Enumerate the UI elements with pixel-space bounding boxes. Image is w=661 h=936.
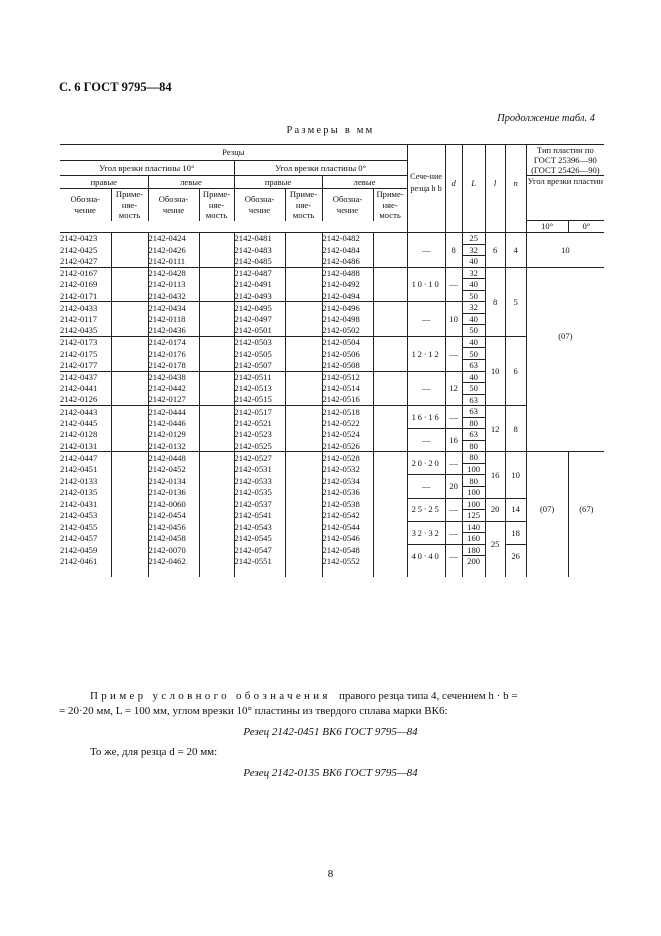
page-number: 8 [327, 868, 334, 880]
d-cell: — [445, 267, 462, 302]
plate-type-cell: 10 [526, 233, 604, 268]
designation-cell: 2142-0134 [148, 475, 199, 487]
L-cell: 100 [462, 487, 485, 499]
designation-cell: 2142-0171 [60, 290, 111, 302]
designation-cell: 2142-0129 [148, 429, 199, 441]
designation-cell: 2142-0177 [60, 360, 111, 372]
header-applicability: Приме-няе-мость [285, 189, 322, 221]
designation-cell: 2142-0462 [148, 556, 199, 567]
n-cell: 10 [505, 452, 526, 498]
L-cell: 32 [462, 244, 485, 256]
header-designation: Обозна-чение [234, 189, 285, 221]
designation-cell: 2142-0506 [322, 348, 373, 360]
header-n: n [505, 145, 526, 221]
L-cell: 50 [462, 325, 485, 337]
L-cell: 40 [462, 279, 485, 291]
designation-cell: 2142-0545 [234, 533, 285, 545]
header-designation: Обозна-чение [322, 189, 373, 221]
header-deg-0: 0° [568, 221, 604, 233]
designation-cell: 2142-0113 [148, 279, 199, 291]
designation-cell: 2142-0433 [60, 302, 111, 314]
designation-cell: 2142-0522 [322, 417, 373, 429]
designation-cell: 2142-0448 [148, 452, 199, 464]
designation-cell: 2142-0517 [234, 406, 285, 418]
designation-cell: 2142-0126 [60, 394, 111, 406]
designation-cell: 2142-0524 [322, 429, 373, 441]
designation-cell: 2142-0424 [148, 233, 199, 245]
designation-cell: 2142-0535 [234, 487, 285, 499]
n-cell: 18 [505, 521, 526, 544]
designation-cell: 2142-0498 [322, 313, 373, 325]
L-cell: 125 [462, 510, 485, 522]
designation-cell: 2142-0492 [322, 279, 373, 291]
designation-cell: 2142-0425 [60, 244, 111, 256]
L-cell: 80 [462, 475, 485, 487]
designation-cell: 2142-0444 [148, 406, 199, 418]
designation-cell: 2142-0456 [148, 521, 199, 533]
designation-cell: 2142-0451 [60, 463, 111, 475]
section-cell: 10·10 [407, 267, 445, 302]
section-cell: 32·32 [407, 521, 445, 544]
L-cell: 80 [462, 452, 485, 464]
designation-cell: 2142-0495 [234, 302, 285, 314]
designation-cell: 2142-0435 [60, 325, 111, 337]
designation-cell: 2142-0457 [60, 533, 111, 545]
designation-cell: 2142-0173 [60, 336, 111, 348]
designation-cell: 2142-0461 [60, 556, 111, 567]
header-angle-10: Угол врезки пластины 10° [60, 160, 234, 176]
designation-cell: 2142-0537 [234, 498, 285, 510]
section-cell: — [407, 429, 445, 452]
L-cell: 63 [462, 360, 485, 372]
designation-cell: 2142-0432 [148, 290, 199, 302]
designation-cell: 2142-0438 [148, 371, 199, 383]
section-cell: — [407, 475, 445, 498]
designation-cell: 2142-0525 [234, 440, 285, 452]
designation-cell: 2142-0485 [234, 256, 285, 268]
l-cell: 16 [485, 452, 505, 498]
designation-cell: 2142-0544 [322, 521, 373, 533]
designation-cell: 2142-0175 [60, 348, 111, 360]
L-cell: 50 [462, 290, 485, 302]
designation-cell: 2142-0167 [60, 267, 111, 279]
L-cell: 40 [462, 336, 485, 348]
designation-cell: 2142-0521 [234, 417, 285, 429]
designation-cell: 2142-0133 [60, 475, 111, 487]
designation-cell: 2142-0505 [234, 348, 285, 360]
L-cell: 50 [462, 348, 485, 360]
designation-cell: 2142-0496 [322, 302, 373, 314]
designation-cell: 2142-0459 [60, 544, 111, 556]
section-cell: 40·40 [407, 544, 445, 567]
L-cell: 32 [462, 267, 485, 279]
d-cell: 20 [445, 475, 462, 498]
header-l: l [485, 145, 505, 221]
L-cell: 40 [462, 371, 485, 383]
designation-cell: 2142-0117 [60, 313, 111, 325]
designation-cell: 2142-0551 [234, 556, 285, 567]
designation-cell: 2142-0437 [60, 371, 111, 383]
L-cell: 100 [462, 498, 485, 510]
section-cell: 20·20 [407, 452, 445, 475]
L-cell: 50 [462, 383, 485, 395]
designation-cell: 2142-0436 [148, 325, 199, 337]
n-cell: 26 [505, 544, 526, 567]
designation-cell: 2142-0526 [322, 440, 373, 452]
section-cell: 12·12 [407, 336, 445, 371]
designation-cell: 2142-0482 [322, 233, 373, 245]
designation-cell: 2142-0169 [60, 279, 111, 291]
l-cell: 25 [485, 521, 505, 567]
designation-cell: 2142-0516 [322, 394, 373, 406]
designation-cell: 2142-0070 [148, 544, 199, 556]
n-cell: 14 [505, 498, 526, 521]
example-heading: Пример условного обозначения [90, 690, 331, 702]
designation-cell: 2142-0127 [148, 394, 199, 406]
designation-cell: 2142-0455 [60, 521, 111, 533]
designation-cell: 2142-0542 [322, 510, 373, 522]
n-cell: 8 [505, 406, 526, 452]
L-cell: 63 [462, 429, 485, 441]
designation-cell: 2142-0484 [322, 244, 373, 256]
designation-cell: 2142-0513 [234, 383, 285, 395]
d-cell: 10 [445, 302, 462, 337]
table-continuation-note: Продолжение табл. 4 [497, 113, 595, 124]
header-designation: Обозна-чение [148, 189, 199, 221]
designation-cell: 2142-0486 [322, 256, 373, 268]
designation-cell: 2142-0447 [60, 452, 111, 464]
d-cell: — [445, 452, 462, 475]
designation-cell: 2142-0441 [60, 383, 111, 395]
example-line2: = 20·20 мм, L = 100 мм, углом врезки 10° пластины из твердого сплава марки ВК6: [59, 705, 448, 717]
L-cell: 32 [462, 302, 485, 314]
designation-cell: 2142-0533 [234, 475, 285, 487]
plate-type-cell: (07) [526, 267, 604, 406]
section-cell: — [407, 302, 445, 337]
L-cell: 25 [462, 233, 485, 245]
designation-cell: 2142-0502 [322, 325, 373, 337]
l-cell: 6 [485, 233, 505, 268]
designation-cell: 2142-0528 [322, 452, 373, 464]
designation-cell: 2142-0442 [148, 383, 199, 395]
d-cell: — [445, 498, 462, 521]
l-cell: 8 [485, 267, 505, 336]
example-line1: правого резца типа 4, сечением h · b = [339, 690, 518, 702]
l-cell: 12 [485, 406, 505, 452]
designation-cell: 2142-0552 [322, 556, 373, 567]
section-cell: — [407, 371, 445, 406]
header-right-10: правые [60, 176, 148, 189]
header-applicability: Приме-няе-мость [199, 189, 234, 221]
L-cell: 40 [462, 313, 485, 325]
header-plate-angle: Угол врезки пластин [527, 176, 604, 186]
designation-cell: 2142-0174 [148, 336, 199, 348]
designation-cell: 2142-0501 [234, 325, 285, 337]
header-L: L [462, 145, 485, 221]
designation-cell: 2142-0458 [148, 533, 199, 545]
designation-cell: 2142-0434 [148, 302, 199, 314]
designation-cell: 2142-0427 [60, 256, 111, 268]
L-cell: 63 [462, 406, 485, 418]
n-cell: 4 [505, 233, 526, 268]
designation-cell: 2142-0135 [60, 487, 111, 499]
header-deg-10: 10° [526, 221, 568, 233]
designation-cell: 2142-0428 [148, 267, 199, 279]
section-cell: 16·16 [407, 406, 445, 429]
designation-cell: 2142-0487 [234, 267, 285, 279]
designation-example-2: Резец 2142-0135 ВК6 ГОСТ 9795—84 [243, 767, 418, 779]
header-left-0: левые [322, 176, 407, 189]
plate-type-10-cell: (07) [526, 452, 568, 567]
designation-cell: 2142-0452 [148, 463, 199, 475]
n-cell: 5 [505, 267, 526, 336]
L-cell: 160 [462, 533, 485, 545]
designation-cell: 2142-0527 [234, 452, 285, 464]
designation-cell: 2142-0431 [60, 498, 111, 510]
designation-cell: 2142-0445 [60, 417, 111, 429]
L-cell: 140 [462, 521, 485, 533]
designation-cell: 2142-0443 [60, 406, 111, 418]
designation-cell: 2142-0454 [148, 510, 199, 522]
designation-cell: 2142-0541 [234, 510, 285, 522]
d-cell: — [445, 406, 462, 429]
designation-cell: 2142-0132 [148, 440, 199, 452]
designation-cell: 2142-0481 [234, 233, 285, 245]
dimensions-caption: Размеры в мм [286, 125, 375, 136]
designation-cell: 2142-0514 [322, 383, 373, 395]
L-cell: 200 [462, 556, 485, 567]
header-section: Сече-ние резца h b [407, 145, 445, 221]
designation-cell: 2142-0507 [234, 360, 285, 372]
header-angle-0: Угол врезки пластины 0° [234, 160, 407, 176]
l-cell: 10 [485, 336, 505, 405]
header-right-0: правые [234, 176, 322, 189]
section-cell: — [407, 233, 445, 268]
designation-cell: 2142-0446 [148, 417, 199, 429]
header-designation: Обозна-чение [60, 189, 111, 221]
designation-cell: 2142-0504 [322, 336, 373, 348]
d-cell: — [445, 336, 462, 371]
designation-cell: 2142-0176 [148, 348, 199, 360]
designation-cell: 2142-0483 [234, 244, 285, 256]
designation-cell: 2142-0548 [322, 544, 373, 556]
d-cell: 8 [445, 233, 462, 268]
header-d: d [445, 145, 462, 221]
designation-cell: 2142-0497 [234, 313, 285, 325]
designation-cell: 2142-0494 [322, 290, 373, 302]
cutters-table [60, 144, 604, 577]
L-cell: 40 [462, 256, 485, 268]
d-cell: 12 [445, 371, 462, 406]
designation-cell: 2142-0118 [148, 313, 199, 325]
designation-cell: 2142-0111 [148, 256, 199, 268]
designation-cell: 2142-0426 [148, 244, 199, 256]
l-cell: 20 [485, 498, 505, 521]
designation-cell: 2142-0493 [234, 290, 285, 302]
header-applicability: Приме-няе-мость [111, 189, 148, 221]
plate-type-0-cell: (67) [568, 452, 604, 567]
L-cell: 100 [462, 463, 485, 475]
designation-cell: 2142-0538 [322, 498, 373, 510]
designation-cell: 2142-0511 [234, 371, 285, 383]
designation-cell: 2142-0128 [60, 429, 111, 441]
designation-cell: 2142-0536 [322, 487, 373, 499]
section-cell: 25·25 [407, 498, 445, 521]
L-cell: 63 [462, 394, 485, 406]
designation-cell: 2142-0178 [148, 360, 199, 372]
designation-cell: 2142-0488 [322, 267, 373, 279]
designation-cell: 2142-0512 [322, 371, 373, 383]
header-left-10: левые [148, 176, 234, 189]
designation-cell: 2142-0547 [234, 544, 285, 556]
designation-cell: 2142-0518 [322, 406, 373, 418]
designation-cell: 2142-0453 [60, 510, 111, 522]
L-cell: 80 [462, 440, 485, 452]
same-note: То же, для резца d = 20 мм: [90, 746, 218, 758]
designation-cell: 2142-0136 [148, 487, 199, 499]
d-cell: — [445, 521, 462, 544]
designation-cell: 2142-0531 [234, 463, 285, 475]
d-cell: 16 [445, 429, 462, 452]
designation-cell: 2142-0423 [60, 233, 111, 245]
designation-cell: 2142-0503 [234, 336, 285, 348]
designation-cell: 2142-0543 [234, 521, 285, 533]
n-cell: 6 [505, 336, 526, 405]
example-title [90, 690, 518, 702]
header-cutters: Резцы [60, 145, 407, 161]
designation-cell: 2142-0131 [60, 440, 111, 452]
L-cell: 180 [462, 544, 485, 556]
d-cell: — [445, 544, 462, 567]
designation-example-1: Резец 2142-0451 ВК6 ГОСТ 9795—84 [243, 726, 418, 738]
header-applicability: Приме-няе-мость [373, 189, 407, 221]
designation-cell: 2142-0534 [322, 475, 373, 487]
designation-cell: 2142-0508 [322, 360, 373, 372]
designation-cell: 2142-0060 [148, 498, 199, 510]
designation-cell: 2142-0532 [322, 463, 373, 475]
designation-cell: 2142-0515 [234, 394, 285, 406]
designation-cell: 2142-0491 [234, 279, 285, 291]
designation-cell: 2142-0546 [322, 533, 373, 545]
L-cell: 80 [462, 417, 485, 429]
header-plate-type: Тип пластин по ГОСТ 25396—90 (ГОСТ 25426—90) [526, 145, 604, 176]
page-header: С. 6 ГОСТ 9795—84 [59, 80, 172, 94]
designation-cell: 2142-0523 [234, 429, 285, 441]
